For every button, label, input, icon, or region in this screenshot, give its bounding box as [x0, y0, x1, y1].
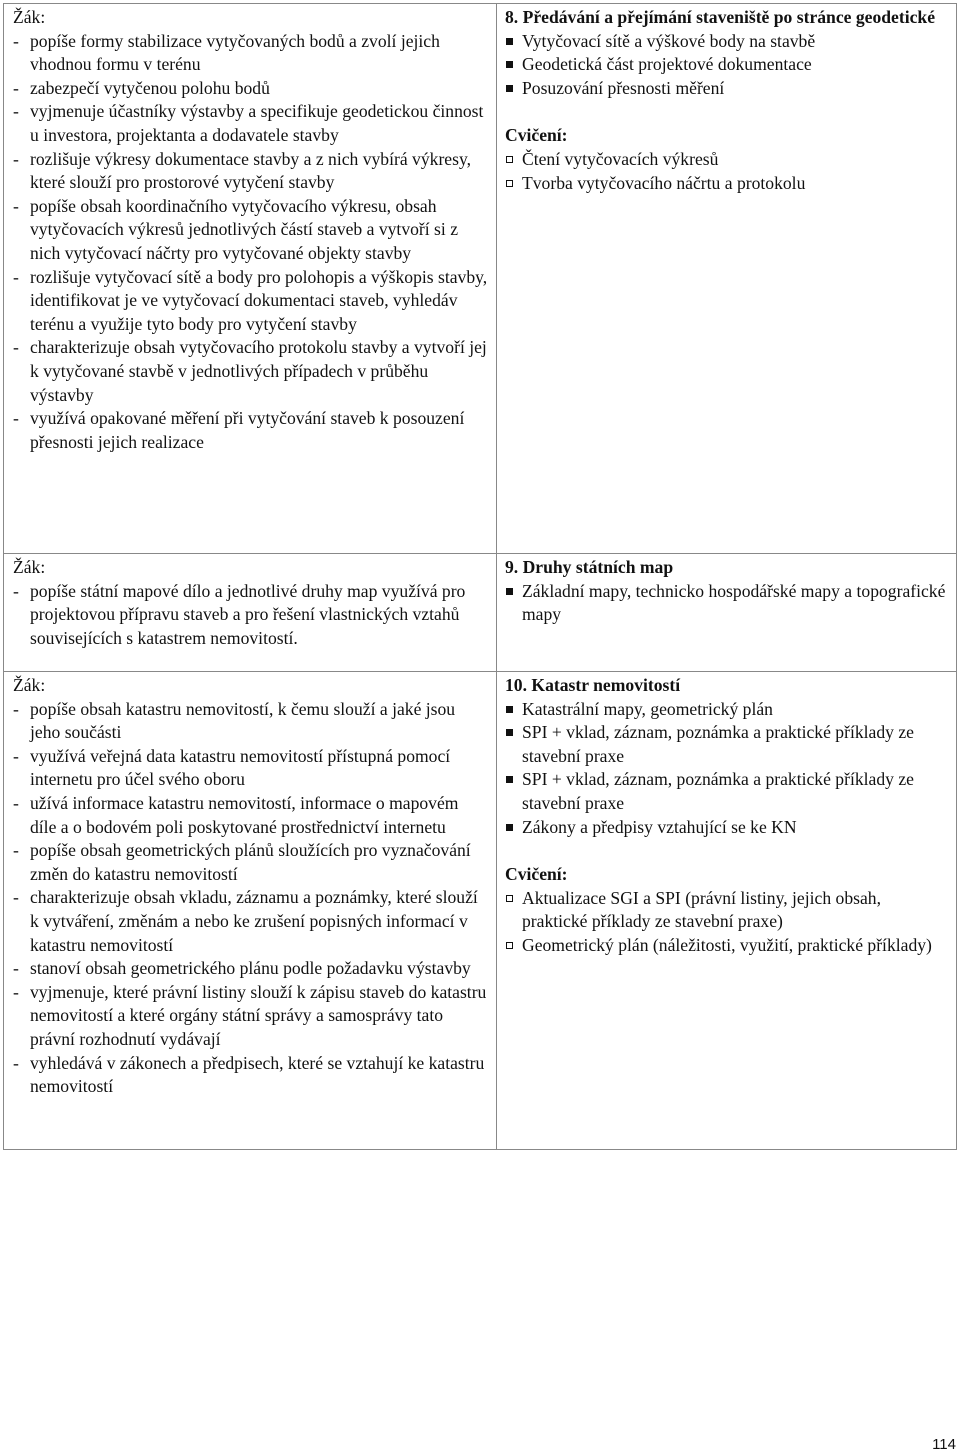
topic-item: Základní mapy, technicko hospodářské mapy a topografické mapy — [505, 580, 950, 627]
topic-list — [505, 30, 950, 101]
outcome-item: - stanoví obsah geometrického plánu podle požadavku výstavby — [13, 957, 488, 981]
outcome-item: - vyjmenuje účastníky výstavby a specifikuje geodetickou činnost u investora, projektanta a dodavatele stavby — [13, 100, 488, 147]
outcome-item: - užívá informace katastru nemovitostí, informace o mapovém díle a o bodovém poli poskytované prostřednictví internetu — [13, 792, 488, 839]
section-title: 8. Předávání a přejímání staveniště po stránce geodetické — [505, 7, 936, 27]
outcome-item: - charakterizuje obsah vytyčovacího protokolu stavby a vytvoří jej k vytyčované stavbě v jednotlivých případech v průběhu výstavby — [13, 336, 488, 407]
topic-cell — [497, 4, 957, 554]
learning-outcomes-cell — [4, 4, 497, 554]
table-row — [4, 554, 957, 672]
outcome-item: - rozlišuje výkresy dokumentace stavby a z nich vybírá výkresy, které slouží pro prostorové vytyčení stavby — [13, 148, 488, 195]
outcome-list — [13, 698, 488, 1099]
topic-item: SPI + vklad, záznam, poznámka a praktické příklady ze stavební praxe — [505, 768, 950, 815]
topic-cell — [497, 554, 957, 672]
outcome-item: - popíše obsah katastru nemovitostí, k čemu slouží a jaké jsou jeho součásti — [13, 698, 488, 745]
section-title: 10. Katastr nemovitostí — [505, 675, 681, 695]
outcome-item: - využívá veřejná data katastru nemovitostí přístupná pomocí internetu pro účel svého oboru — [13, 745, 488, 792]
outcome-list — [13, 580, 488, 651]
topic-item: Katastrální mapy, geometrický plán — [505, 698, 950, 722]
topic-cell — [497, 672, 957, 1150]
table-row — [4, 672, 957, 1150]
page-number: 114 — [932, 1436, 956, 1453]
section-title: 9. Druhy státních map — [505, 557, 674, 577]
topic-item: Vytyčovací sítě a výškové body na stavbě — [505, 30, 950, 54]
exercise-item: Geometrický plán (náležitosti, využití, praktické příklady) — [505, 934, 950, 958]
exercise-item: Tvorba vytyčovacího náčrtu a protokolu — [505, 172, 950, 196]
pupil-heading: Žák: — [13, 557, 46, 577]
outcome-item: - popíše obsah geometrických plánů sloužících pro vyznačování změn do katastru nemovitostí — [13, 839, 488, 886]
pupil-heading: Žák: — [13, 7, 46, 27]
topic-item: Zákony a předpisy vztahující se ke KN — [505, 816, 950, 840]
outcome-item: - popíše obsah koordinačního vytyčovacího výkresu, obsah vytyčovacích výkresů jednotlivých částí staveb a vytvoří si z nich vytyčovací náčrty pro vytyčované objekty stavby — [13, 195, 488, 266]
topic-item: Posuzování přesnosti měření — [505, 77, 950, 101]
outcome-item: - zabezpečí vytyčenou polohu bodů — [13, 77, 488, 101]
exercise-label: Cvičení: — [505, 864, 568, 885]
topic-item: SPI + vklad, záznam, poznámka a praktické příklady ze stavební praxe — [505, 721, 950, 768]
outcome-item: - charakterizuje obsah vkladu, záznamu a poznámky, které slouží k vytváření, změnám a nebo ke zrušení popisných informací v katastru nemovitostí — [13, 886, 488, 957]
exercise-label: Cvičení: — [505, 125, 568, 146]
exercise-item: Aktualizace SGI a SPI (právní listiny, jejich obsah, praktické příklady ze stavební praxe) — [505, 887, 950, 934]
exercise-list — [505, 148, 950, 195]
outcome-list — [13, 30, 488, 455]
topic-list — [505, 698, 950, 840]
outcome-item: - popíše státní mapové dílo a jednotlivé druhy map využívá pro projektovou přípravu staveb a pro řešení vlastnických vztahů souvisejících s katastrem nemovitostí. — [13, 580, 488, 651]
outcome-item: - popíše formy stabilizace vytyčovaných bodů a zvolí jejich vhodnou formu v terénu — [13, 30, 488, 77]
exercise-item: Čtení vytyčovacích výkresů — [505, 148, 950, 172]
outcome-item: - rozlišuje vytyčovací sítě a body pro polohopis a výškopis stavby, identifikovat je ve vytyčovací dokumentaci staveb, vyhledáv terénu a využije tyto body pro vytyčení stavby — [13, 266, 488, 337]
learning-outcomes-cell — [4, 554, 497, 672]
pupil-heading: Žák: — [13, 675, 46, 695]
exercise-list — [505, 887, 950, 958]
topic-list — [505, 580, 950, 627]
topic-item: Geodetická část projektové dokumentace — [505, 53, 950, 77]
outcome-item: - využívá opakované měření při vytyčování staveb k posouzení přesnosti jejich realizace — [13, 407, 488, 454]
learning-outcomes-cell — [4, 672, 497, 1150]
outcome-item: - vyjmenuje, které právní listiny slouží k zápisu staveb do katastru nemovitostí a které orgány státní správy a samosprávy tato právní rozhodnutí vydávají — [13, 981, 488, 1052]
curriculum-table — [3, 3, 957, 1150]
table-row — [4, 4, 957, 554]
outcome-item: - vyhledává v zákonech a předpisech, které se vztahují ke katastru nemovitostí — [13, 1052, 488, 1099]
